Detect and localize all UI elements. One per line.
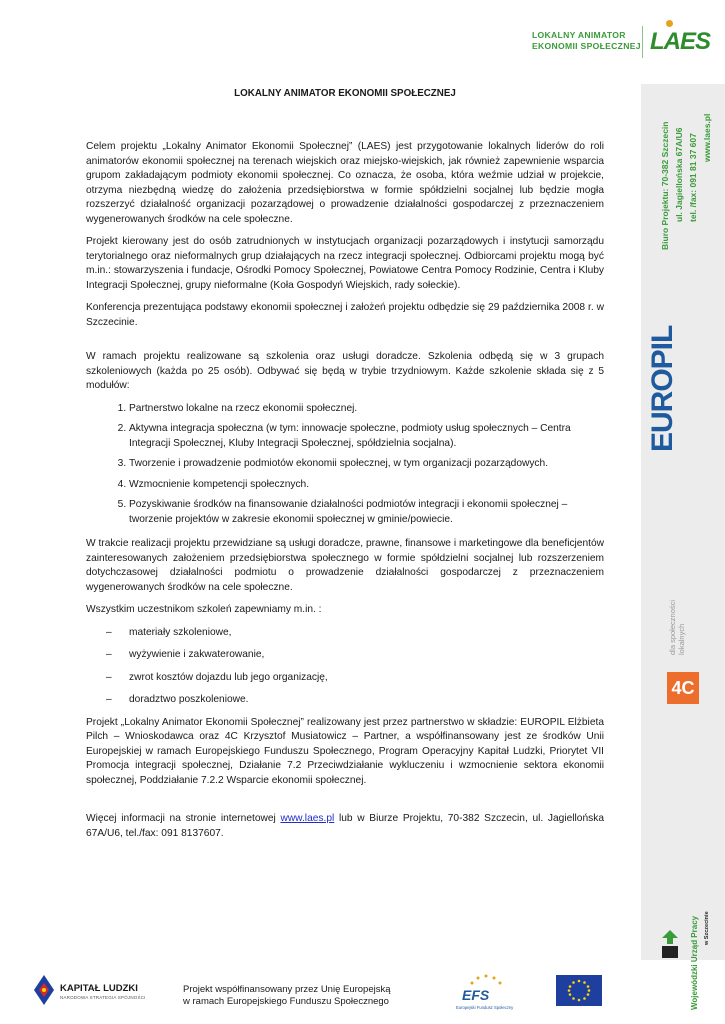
paragraph-consulting: W trakcie realizacji projektu przewidziane są usługi doradcze, prawne, finansowe i marketingowe dla beneficjentów zainteresowanych założeniem przedsiębiorstwa społecznego w formie spółdzielni socjalnej lub rozszerzeniem dotychczasowej działalności podmiotu o prowadzenie działalności gospodarczej z przeznaczeniem wygenerowanych środków na cele społeczne.	[86, 538, 604, 593]
paragraph-partnership: Projekt „Lokalny Animator Ekonomii Społecznej” realizowany jest przez partnerstwo w składzie: EUROPIL Elżbieta Pilch – Wnioskodawca oraz 4C Krzysztof Musiatowicz – Partner, a współfinansowany jest ze środków Unii Europejskiej w ramach Europejskiego Funduszu Społecznego, Program Operacyjny Kapitał Ludzki, Priorytet VII Promocja integracji społecznej, Działanie 7.2 Przeciwdziałanie wykluczeniu i wzmocnienie sektora ekonomii społecznej, Poddziałanie 7.2.2 Wsparcie ekonomii społecznej.	[86, 716, 604, 786]
kapital-ludzki-subtitle: NARODOWA STRATEGIA SPÓJNOŚCI	[60, 995, 146, 1000]
4c-logo: 4C	[667, 672, 699, 704]
laes-website-link[interactable]: www.laes.pl	[280, 813, 335, 824]
efs-subtitle: Europejski Fundusz Społeczny	[456, 1005, 514, 1010]
paragraph-conference: Konferencja prezentująca podstawy ekonomii społecznej i założeń projektu odbędzie się 29 października 2008 r. w Szczecinie.	[86, 302, 604, 328]
paragraph-trainings: W ramach projektu realizowane są szkolenia oraz usługi doradcze. Szkolenia odbędą się w 3 grupach szkoleniowych (każda po 25 osób). Odbywać się będą w trybie trzydniowym. Każde szkolenie składa się z 5 modułów:	[86, 351, 604, 391]
dla-text: dla społeczności lokalnych	[668, 599, 686, 655]
laes-logo	[532, 26, 717, 60]
office-website: www.laes.pl	[702, 113, 712, 162]
list-item: – materiały szkoleniowe,	[86, 626, 604, 641]
wup-icon	[660, 930, 680, 958]
paragraph-goal: Celem projektu „Lokalny Animator Ekonomii Społecznej” (LAES) jest przygotowanie lokalnych liderów do roli animatorów ekonomii społecznej na terenach wiejskich oraz miejsko-wiejskich, jak również zapewnienie wsparcia grupom zakładającym podmioty ekonomii społecznej. Co oznacza, że osoba, która weźmie udział w projekcie, otrzyma niezbędną wiedzę do założenia przedsiębiorstwa w formie spółdzielni socjalnej lub będzie mogła rozszerzyć działalność organizacji pozarządowej o prowadzenie działalności gospodarczej z przeznaczeniem wygenerowanych środków na cele społeczne.	[86, 141, 604, 225]
modules-list	[86, 402, 604, 528]
wup-city: w Szczecinie	[704, 911, 710, 945]
list-item: – wyżywienie i zakwaterowanie,	[86, 648, 604, 663]
logo-line-2: EKONOMII SPOŁECZNEJ	[532, 41, 641, 51]
offer-list	[86, 626, 604, 708]
main-content	[86, 140, 604, 841]
europil-logo: EUROPIL	[646, 325, 679, 452]
list-item: – zwrot kosztów dojazdu lub jego organizację,	[86, 671, 604, 686]
logo-text	[532, 30, 641, 52]
wup-text: Wojewódzki Urząd Pracy	[690, 915, 699, 1010]
logo-line-1: LOKALNY ANIMATOR	[532, 30, 626, 40]
footer	[0, 963, 641, 1024]
list-item: 3. Tworzenie i prowadzenie podmiotów ekonomii społecznej, w tym organizacji pozarządowych.	[129, 457, 604, 472]
list-item: 4. Wzmocnienie kompetencji społecznych.	[129, 478, 604, 493]
office-address-2: ul. Jagiellońska 67A/U6	[674, 127, 684, 222]
page-title: LOKALNY ANIMATOR EKONOMII SPOŁECZNEJ	[234, 88, 456, 99]
list-item: 1. Partnerstwo lokalne na rzecz ekonomii społecznej.	[129, 402, 604, 417]
eu-flag-icon	[556, 975, 602, 1006]
paragraph-more-info: Więcej informacji na stronie internetowej www.laes.pl lub w Biurze Projektu, 70-382 Szczecin, ul. Jagiellońska 67A/U6, tel./fax: 091 8137607.	[86, 813, 604, 839]
paragraph-offer: Wszystkim uczestnikom szkoleń zapewniamy m.in. :	[86, 604, 322, 615]
list-item: 2. Aktywna integracja społeczna (w tym: innowacje społeczne, podmioty usług społecznych – Centra Integracji Społecznej, Kluby Integracji Społecznej, spółdzielnia socjalna).	[129, 422, 604, 451]
logo-divider	[642, 26, 643, 58]
laes-mark: LAES	[650, 28, 710, 56]
list-item: 5. Pozyskiwanie środków na finansowanie działalności podmiotów integracji i ekonomii społecznej – tworzenie projektów w zakresie ekonomii społecznej w gminie/powiecie.	[129, 498, 604, 527]
paragraph-target: Projekt kierowany jest do osób zatrudnionych w instytucjach organizacji pozarządowych i instytucji samorządu terytorialnego oraz nieformalnych grup działających na rzecz integracji społecznej. Odbiorcami projektu mogą być m.in.: stowarzyszenia i fundacje, Ośrodki Pomocy Społecznej, Powiatowe Centra Pomocy Rodzinie, Centra i Kluby Integracji Społecznej, grupy nieformalne (Koła Gospodyń Wiejskich, rady sołeckie).	[86, 236, 604, 291]
office-address-3: tel. /fax: 091 81 37 607	[688, 133, 698, 222]
efs-stars-icon	[466, 973, 506, 987]
logo-dot	[666, 20, 673, 27]
efs-logo: EFS	[462, 987, 490, 1003]
office-address-1: Biuro Projektu: 70-382 Szczecin	[660, 121, 670, 250]
kapital-ludzki-logo-icon	[34, 975, 54, 1005]
cofinancing-text: Projekt współfinansowany przez Unię Europejską w ramach Europejskiego Funduszu Społecznego	[183, 984, 391, 1007]
list-item: – doradztwo poszkoleniowe.	[86, 693, 604, 708]
kapital-ludzki-title: KAPITAŁ LUDZKI	[60, 983, 138, 994]
